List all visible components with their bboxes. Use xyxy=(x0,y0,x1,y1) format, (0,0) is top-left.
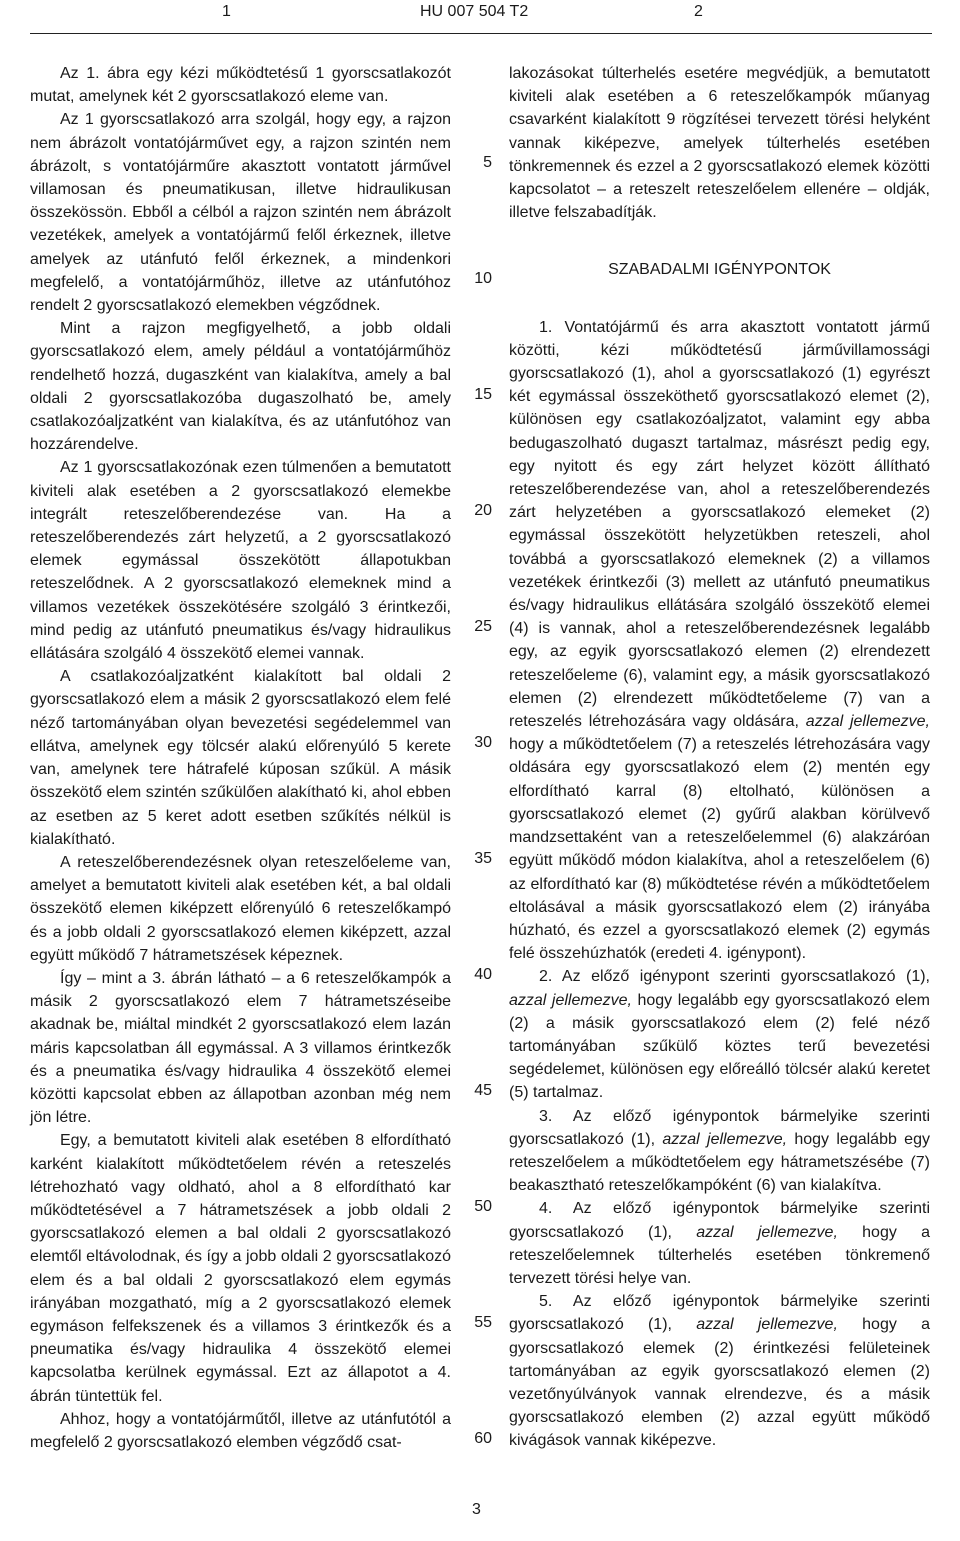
left-page-number: 1 xyxy=(222,3,231,20)
paragraph: Az 1 gyorscsatlakozónak ezen túlmenően a bemutatott kiviteli alak esetében a 2 gyorscsatlakozó elemekbe integrált reteszelőberendezése van. Ha a reteszelőberendezés zárt helyzetű, a 2 gyorscsatlakozó elemek egymással összekötött állapotukban reteszelődnek. A 2 gyorscsatlakozó elemeknek mind a villamos vezetékek összekötésére szolgáló 3 érintkezői, mind pedig az utánfutó pneumatikus és/vagy hidraulikus ellátására szolgáló 4 összekötő elemei vannak. xyxy=(30,459,451,663)
paragraph: A csatlakozóaljzatként kialakított bal oldali 2 gyorscsatlakozó elem a másik 2 gyorscsatlakozó elem felé néző tartományában olyan bevezetési segédelemmel van ellátva, amelynek egy tölcsér alakú előrenyúló 5 kerete van, amelynek tere hátrafelé kúposan szűkül. A másik összekötő elem szintén szűkülően alakítható ki, ahol ebben az esetben az 5 keret adott esetben szűkítés nélkül is kialakítható. xyxy=(30,668,451,848)
claim-characterizing-phrase: azzal jellemezve, xyxy=(696,1223,838,1241)
paragraph: lakozásokat túlterhelés esetére megvédjük, a bemutatott kiviteli alak esetében a 6 reteszelőkampók műanyag csavarként kialakított 9 rögzítései tervezett törési helyként vannak kiképezve, amelyek túlterhelés esetében tönkremennek és ezzel a 2 gyorscsatlakozó elemek közötti kapcsolatot – a reteszelt reteszelőelem ellenére – oldják, illetve felszabadítják. xyxy=(509,65,930,222)
claim-characterizing-phrase: azzal jellemezve, xyxy=(662,1130,788,1148)
line-number: 15 xyxy=(474,386,492,403)
claim-text: 4. Az előző igénypontok bármelyike szerinti gyorscsatlakozó (1), xyxy=(509,1200,930,1241)
line-number: 40 xyxy=(474,966,492,983)
page-footer-number: 3 xyxy=(472,1501,481,1518)
right-page-number: 2 xyxy=(694,3,703,20)
page-header xyxy=(0,0,960,40)
claim-text: hogy a gyorscsatlakozó elemek (2) érintkezési felületeinek tartományában az egyik gyorscsatlakozó elemen (2) vezetőnyúlványok vannak elrendezve, és a másik gyorscsatlakozó elemben (2) azzal együtt működő kivágások vannak kiképezve. xyxy=(509,1316,931,1450)
paragraph: Az 1. ábra egy kézi működtetésű 1 gyorscsatlakozót mutat, amelynek két 2 gyorscsatlakozó eleme van. xyxy=(30,65,451,106)
claim-text: hogy legalább egy reteszelőelem a működtetőelem egy hátrametszésébe (7) beakasztható reteszelőkampóként (6) van kialakítva. xyxy=(509,1130,930,1195)
claim-text: 5. Az előző igénypontok bármelyike szerinti gyorscsatlakozó (1), xyxy=(509,1293,930,1334)
claim-characterizing-phrase: azzal jellemezve, xyxy=(509,991,632,1009)
line-number: 60 xyxy=(474,1430,492,1447)
line-number: 5 xyxy=(483,154,492,171)
claim-characterizing-phrase: azzal jellemezve, xyxy=(805,713,931,731)
claim-characterizing-phrase: azzal jellemezve, xyxy=(696,1316,838,1334)
header-rule xyxy=(30,33,932,34)
line-number: 35 xyxy=(474,850,492,867)
line-number: 20 xyxy=(474,502,492,519)
claim-3 xyxy=(509,1105,930,1198)
paragraph: Így – mint a 3. ábrán látható – a 6 reteszelőkampók a másik 2 gyorscsatlakozó elem 7 hátrametszéseibe akadnak be, miáltal mindkét 2 gyorscsatlakozó elem lazán máris kapcsolatban áll egymással. A 3 villamos érintkezők és a pneumatika és/vagy hidraulika 4 összekötő elemei közötti kapcsolat ebben az állapotban azonban még nem jön létre. xyxy=(30,969,451,1127)
claim-text: 1. Vontatójármű és arra akasztott vontatott jármű közötti, kézi működtetésű járművillamossági gyorscsatlakozó (1), ahol a gyorscsatlakozó (1) egyrészt két egymással összeköthető gyorscsatlakozó elemet (2), különösen egy csatlakozóaljzatot, valamint egy abba bedugaszolható dugaszt tartalmaz, másrészt pedig egy, egy nyitott és egy zárt helyzet között állítható reteszelőberendezése van, ahol a reteszelőberendezés zárt helyzetében a gyorscsatlakozó elemeket (2) egymással összekötött helyzetükben reteszeli, ahol továbbá a gyorscsatlakozó elemeknek (2) a villamos vezetékek érintkezői (3) mellett az utánfutó pneumatikus és/vagy hidraulikus ellátására szolgáló összekötő elemei (4) is vannak, ahol a reteszelőberendezésnek legalább egy, az egyik gyorscsatlakozó elemen (2) elrendezett reteszelőeleme (6), valamint egy, a másik gyorscsatlakozó elemen (2) elrendezett működtetőeleme (7) van a reteszelés létrehozására vagy oldására, xyxy=(509,318,930,731)
line-number: 30 xyxy=(474,734,492,751)
claim-text: hogy a reteszelőelemnek túlterhelés esetében tönkremenő tervezett törési helye van. xyxy=(509,1223,931,1287)
claim-text: 3. Az előző igénypontok bármelyike szerinti gyorscsatlakozó (1), xyxy=(509,1107,930,1148)
line-number: 10 xyxy=(474,270,492,287)
claim-text: hogy a működtetőelem (7) a reteszelés létrehozására vagy oldására egy gyorscsatlakozó elem (2) mentén egy elfordítható karral (8) eltolható, különösen a gyorscsatlakozó elemet (2) gyűrű alakban körülvevő mandzsettaként van a reteszelőelemmel (6) alakzáróan együtt működő módon kialakítva, ahol a reteszelőelem (6) az elfordítható kar (8) működtetése révén a működtetőelem eltolásával a másik gyorscsatlakozó elem (2) irányába húzható, és ezzel a gyorscsatlakozó elemek (2) egymás felé összehúzhatók (eredeti 4. igénypont). xyxy=(509,736,930,963)
left-column xyxy=(30,62,451,1454)
paragraph: Ahhoz, hogy a vontatójárműtől, illetve az utánfutótól a megfelelő 2 gyorscsatlakozó elemben végződő csat- xyxy=(30,1410,451,1451)
claim-4 xyxy=(509,1197,930,1290)
paragraph: Az 1 gyorscsatlakozó arra szolgál, hogy egy, a rajzon nem ábrázolt vontatójárművet egy, a rajzon szintén nem ábrázolt, s vontatójárműre akasztott vontatott járművel villamosan és pneumatikusan, illetve hidraulikusan összekössön. Ebből a célból a rajzon szintén nem ábrázolt vezetékek, amelyek a vontatójármű felől érkeznek, illetve amelyek az utánfutó felől érkeznek, a mindenkori megfelelő, a vontatójárműhöz, illetve az utánfutóhoz rendelt 2 gyorscsatlakozó elemekben végződnek. xyxy=(30,111,451,315)
paragraph: Egy, a bemutatott kiviteli alak esetében 8 elfordítható karként kialakított működtetőelem révén a reteszelés létrehozható vagy oldható, ahol a 8 elfordítható kar működtetésével a 7 hátrametszések a jobb oldali 2 gyorscsatlakozó elemen a bal oldali 2 gyorscsatlakozó elemtől eltávolodnak, és így a jobb oldali 2 gyorscsatlakozó elem és a bal oldali 2 gyorscsatlakozó elem egymás irányában mozgatható, míg a 2 gyorscsatlakozó elemek egymáson felfekszenek és a villamos 3 érintkezők és a pneumatika és/vagy hidraulika 4 összekötő elemei kapcsolatba kerülnek egymással. Ezt az állapotot a 4. ábrán tüntettük fel. xyxy=(30,1132,451,1405)
line-number: 45 xyxy=(474,1082,492,1099)
claim-5 xyxy=(509,1290,930,1452)
right-column xyxy=(509,62,930,1453)
paragraph: Mint a rajzon megfigyelhető, a jobb oldali gyorscsatlakozó elem, amely például a vontatójárműhöz rendelhető hozzá, dugaszként van kialakítva, amely a bal oldali 2 gyorscsatlakozóba dugaszolható be, amely csatlakozóaljzatként van kialakítva, és az utánfutóhoz van hozzárendelve. xyxy=(30,320,451,454)
line-number: 50 xyxy=(474,1198,492,1215)
claim-2 xyxy=(509,965,930,1104)
claim-text: 2. Az előző igénypont szerinti gyorscsatlakozó (1), xyxy=(539,968,930,986)
paragraph: A reteszelőberendezésnek olyan reteszelőeleme van, amelyet a bemutatott kiviteli alak esetében két, a bal oldali összekötő elemen kiképzett előrenyúló 6 reteszelőkampó és a jobb oldali 2 gyorscsatlakozó elemen kiképzett, azzal együtt működő 7 hátrametszések képeznek. xyxy=(30,853,451,964)
claims-heading: SZABADALMI IGÉNYPONTOK xyxy=(608,261,831,279)
line-number: 25 xyxy=(474,618,492,635)
claim-1 xyxy=(509,316,930,966)
claim-text: hogy legalább egy gyorscsatlakozó elem (2) a másik gyorscsatlakozó elem (2) felé néző tartományában szűkülő köztes terű bevezetési segédelemet, különösen egy előreálló tölcsér alakú keretet (5) tartalmaz. xyxy=(509,991,931,1102)
document-id: HU 007 504 T2 xyxy=(420,3,529,20)
line-number: 55 xyxy=(474,1314,492,1331)
